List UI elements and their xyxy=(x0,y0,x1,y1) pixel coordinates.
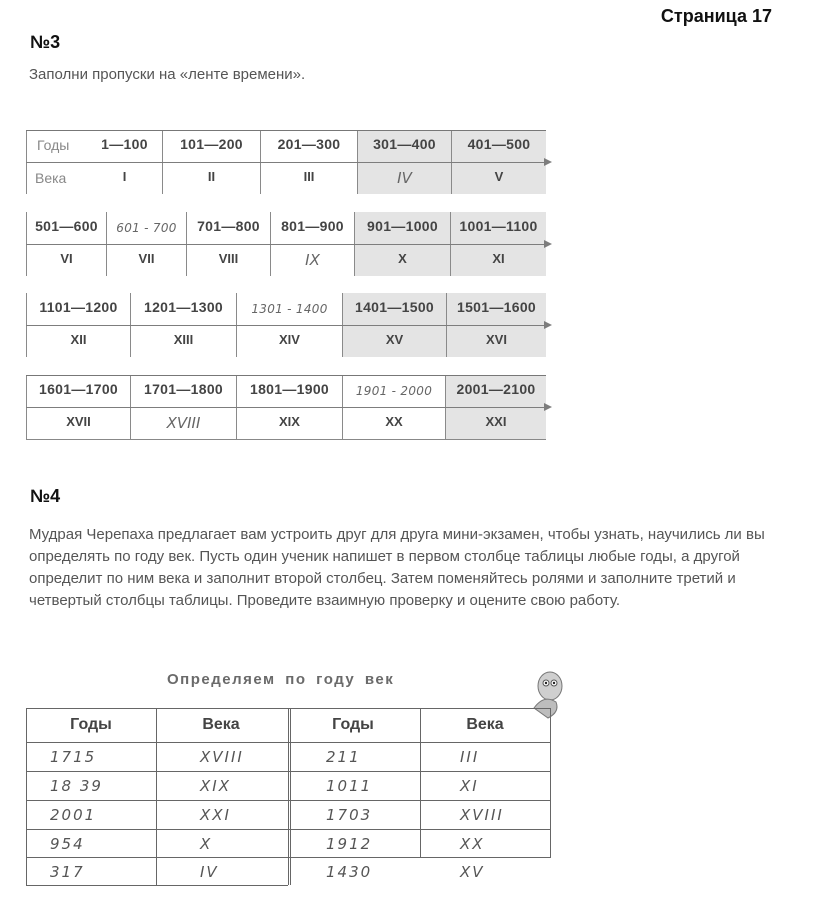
table-cell: X xyxy=(200,835,213,853)
table-cell: III xyxy=(460,748,480,766)
segment-years: 1501—1600 xyxy=(457,299,536,315)
table-cell: XVIII xyxy=(200,748,244,766)
table-cell: XVIII xyxy=(460,806,504,824)
table-gridline xyxy=(26,885,288,886)
segment-years: 1801—1900 xyxy=(250,381,329,397)
table-cell: XXI xyxy=(200,806,231,824)
segment-years: 1001—1100 xyxy=(459,218,538,234)
timeline-row xyxy=(26,130,550,194)
segment-years: 101—200 xyxy=(180,136,243,152)
segment-years: 201—300 xyxy=(277,136,341,152)
time-arrow xyxy=(26,407,546,408)
segment-years: 1601—1700 xyxy=(39,381,118,397)
page-number: Страница 17 xyxy=(660,6,772,26)
centuries-label: Века xyxy=(35,170,67,186)
years-label: Годы xyxy=(37,137,70,153)
time-arrow xyxy=(26,244,546,245)
segment-years: 1101—1200 xyxy=(39,299,118,315)
segment-century: XXI xyxy=(485,414,507,429)
task-3-number: №3 xyxy=(30,32,61,52)
table-cell: 317 xyxy=(50,863,85,881)
segment-century: VI xyxy=(60,251,73,266)
segment-years: 601 - 700 xyxy=(116,221,177,235)
segment-century: III xyxy=(303,169,315,184)
table-title: Определяем по году век xyxy=(167,671,395,688)
table-cell: XIX xyxy=(200,777,231,795)
table-gridline xyxy=(156,708,157,885)
table-cell: 1703 xyxy=(326,806,373,824)
row-bottom-border xyxy=(26,439,546,440)
table-cell: 2001 xyxy=(50,806,97,824)
segment-century: X xyxy=(398,251,407,266)
timeline-tape xyxy=(26,130,550,440)
segment-years: 1201—1300 xyxy=(144,299,223,315)
segment-century: XI xyxy=(492,251,505,266)
segment-century: I xyxy=(122,169,127,184)
centuries-table xyxy=(26,702,552,886)
table-header: Века xyxy=(466,716,504,733)
table-header: Годы xyxy=(70,716,112,733)
segment-years: 1301 - 1400 xyxy=(251,302,328,316)
segment-years: 901—1000 xyxy=(367,218,438,234)
table-cell: XI xyxy=(460,777,479,795)
segment-years: 401—500 xyxy=(467,136,531,152)
time-arrow xyxy=(26,162,546,163)
task-3-instruction: Заполни пропуски на «ленте времени». xyxy=(29,66,306,83)
table-cell: 211 xyxy=(326,748,361,766)
segment-years: 2001—2100 xyxy=(456,381,536,397)
segment-century: XVIII xyxy=(166,414,201,432)
timeline-row xyxy=(26,375,550,439)
time-arrow xyxy=(26,325,546,326)
table-gridline xyxy=(288,708,291,885)
segment-years: 701—800 xyxy=(197,218,260,234)
segment-years: 1701—1800 xyxy=(144,381,223,397)
table-cell: XV xyxy=(460,863,485,881)
segment-century: XIX xyxy=(279,414,300,429)
segment-century: IX xyxy=(305,251,320,269)
segment-century: XX xyxy=(385,414,403,429)
table-cell: 1912 xyxy=(326,835,373,853)
segment-century: XIII xyxy=(173,332,194,347)
segment-years: 1901 - 2000 xyxy=(355,384,433,398)
table-cell: 1011 xyxy=(326,777,373,795)
segment-century: XV xyxy=(385,332,404,347)
segment-years: 1—100 xyxy=(101,136,148,152)
segment-century: XII xyxy=(70,332,87,347)
task-4-instruction: Мудрая Черепаха предлагает вам устроить друг для друга мини-экзамен, чтобы узнать, научились ли вы определять по году век. Пусть один ученик напишет в первом столбце таблицы любые годы, а другой определит по ним века и заполнит второй столбец. Затем поменяйтесь ролями и заполните третий и четвертый столбцы таблицы. Проведите взаимную проверку и оцените свою работу. xyxy=(29,526,765,609)
segment-years: 801—900 xyxy=(281,218,344,234)
segment-century: XVII xyxy=(66,414,91,429)
segment-years: 501—600 xyxy=(35,218,98,234)
table-cell: IV xyxy=(200,863,219,881)
table-cell: 1430 xyxy=(326,863,373,881)
segment-century: VIII xyxy=(218,251,239,266)
timeline-row xyxy=(26,212,550,276)
segment-century: IV xyxy=(397,169,412,187)
table-header: Века xyxy=(202,716,240,733)
timeline-row xyxy=(26,293,550,357)
segment-century: XIV xyxy=(279,332,300,347)
table-gridline xyxy=(26,708,27,885)
segment-century: V xyxy=(494,169,504,184)
row-top-border xyxy=(26,130,546,131)
segment-century: II xyxy=(207,169,216,184)
table-cell: XX xyxy=(460,835,485,853)
row-top-border xyxy=(26,375,546,376)
segment-century: VII xyxy=(138,251,155,266)
table-cell: 954 xyxy=(50,835,85,853)
table-cell: 18 39 xyxy=(50,777,103,795)
table-gridline xyxy=(550,708,551,858)
table-header: Годы xyxy=(332,716,374,733)
table-cell: 1715 xyxy=(50,748,97,766)
task-4-number: №4 xyxy=(30,486,61,506)
segment-years: 1401—1500 xyxy=(355,299,434,315)
segment-century: XVI xyxy=(486,332,507,347)
segment-years: 301—400 xyxy=(373,136,436,152)
